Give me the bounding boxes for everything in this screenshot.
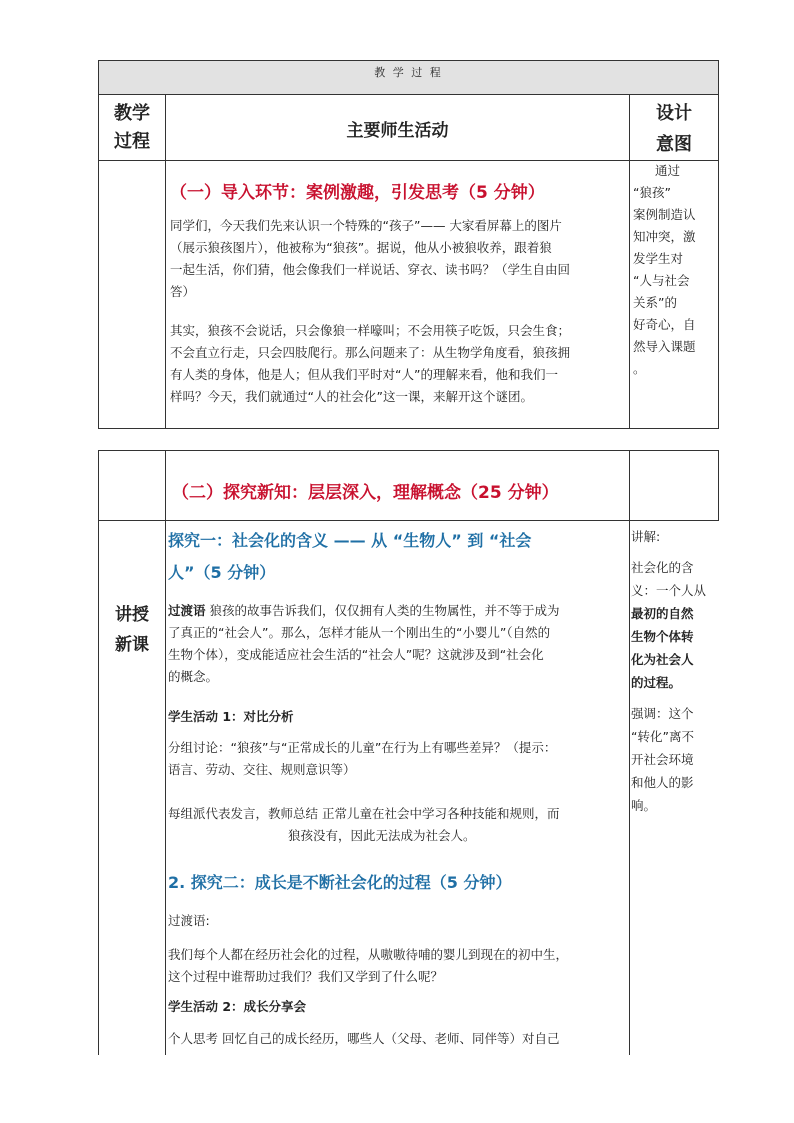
section-title-intro: （一）导入环节：案例激趣，引发思考（5 分钟） [170, 183, 545, 203]
reflection-prompt: 个人思考 回忆自己的成长经历，哪些人（父母、老师、同伴等）对自己 [168, 1031, 560, 1046]
design-intent-lecture: 讲解: 社会化的含 义：一个人从 最初的自然 生物个体转 化为社会人 的过程。 强调：这个 “转化”离不 开社会环境 和他人的影 响。 [631, 529, 707, 813]
group-discussion: 分组讨论：“狼孩”与“正常成长的儿童”在行为上有哪些差异？（提示： 语言、劳动、交往、规则意识等） [168, 740, 557, 777]
transition-1: 过渡语 狼孩的故事告诉我们，仅仅拥有人类的生物属性，并不等于成为 了真正的“社会人”。那么，怎样才能从一个刚出生的“小婴儿”（自然的 生物个体），变成能适应社会生活的“社会人”呢？这就涉及到“社会化 的概念。 [168, 603, 560, 684]
activity-2-heading: 学生活动 2：成长分享会 [168, 999, 307, 1014]
col-header-intent: 设计 意图 [656, 103, 692, 155]
activity-1-heading: 学生活动 1：对比分析 [168, 709, 294, 724]
teacher-summary: 每组派代表发言，教师总结 正常儿童在社会中学习各种技能和规则，而 狼孩没有，因此无法成为社会人。 [168, 806, 560, 843]
explore1-title: 探究一：社会化的含义 —— 从 “生物人” 到 “社会 人”（5 分钟） [168, 531, 532, 582]
intro-paragraph-1: 同学们，今天我们先来认识一个特殊的“孩子”—— 大家看屏幕上的图片 （展示狼孩图片），他被称为“狼孩”。据说，他从小被狼收养，跟着狼 一起生活，你们猜，他会像我们一样说话、穿衣、读书吗？（学生自由回 答） [170, 218, 571, 299]
table-caption: 教 学 过 程 [374, 66, 443, 79]
transition-2-label: 过渡语: [168, 913, 210, 928]
explore2-title: 2. 探究二：成长是不断社会化的过程（5 分钟） [168, 873, 512, 892]
left-label-lecture: 讲授 新课 [115, 605, 149, 655]
design-intent-intro: 通过 “狼孩” 案例制造认 知冲突，激 发学生对 “人与社会 关系”的 好奇心，自 然导入课题 。 [633, 163, 696, 376]
section-title-explore: （二）探究新知：层层深入，理解概念（25 分钟） [172, 483, 559, 503]
intro-paragraph-2: 其实，狼孩不会说话，只会像狼一样嚎叫；不会用筷子吃饭，只会生食； 不会直立行走，只会四肢爬行。那么问题来了：从生物学角度看，狼孩拥 有人类的身体，他是人；但从我们平时对“人”的理解来看，他和我们一 样吗？今天，我们就通过“人的社会化”这一课，来解开这个谜团。 [170, 323, 571, 404]
col-header-activities: 主要师生活动 [346, 121, 449, 141]
transition-2: 我们每个人都在经历社会化的过程，从嗷嗷待哺的婴儿到现在的初中生， 这个过程中谁帮助过我们？我们又学到了什么呢？ [168, 947, 569, 984]
col-header-process: 教学 过程 [114, 103, 150, 152]
